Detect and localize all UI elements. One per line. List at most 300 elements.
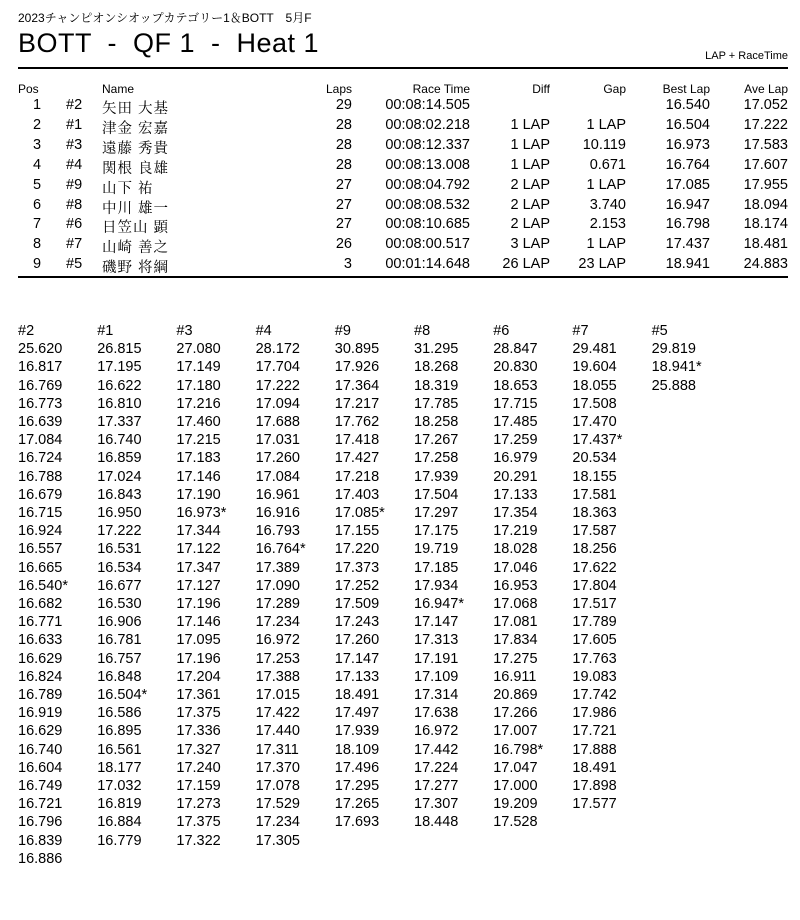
- lap-time: 16.789: [18, 687, 63, 704]
- lap-time: 16.886: [18, 850, 63, 867]
- race-time-cell: 00:08:08.532: [385, 196, 470, 213]
- lap-column-header: #7: [572, 323, 589, 339]
- ave-lap-cell: 24.883: [743, 256, 788, 273]
- lap-time: 17.693: [334, 814, 380, 831]
- lap-time: 16.884: [97, 814, 142, 831]
- laps-count-cell: 28: [335, 116, 352, 133]
- lap-time: 17.762: [334, 414, 380, 430]
- gap-cell: 10.119: [582, 136, 626, 153]
- lap-time: 17.240: [176, 759, 221, 776]
- lap-time: 17.440: [255, 723, 300, 740]
- lap-time: 16.504*: [97, 687, 148, 704]
- lap-time: 18.258: [414, 414, 459, 430]
- lap-time: 17.195: [97, 359, 142, 376]
- lap-time: 17.504: [414, 486, 459, 503]
- lap-time: 17.149: [176, 359, 221, 376]
- lap-time: 16.810: [97, 395, 142, 412]
- lap-time: 17.497: [334, 705, 380, 722]
- col-gap-header: Gap: [603, 82, 626, 96]
- lap-time: 17.095: [176, 632, 221, 649]
- position-cell: 2: [32, 116, 42, 133]
- lap-time: 20.830: [493, 359, 538, 376]
- race-time-cell: 00:01:14.648: [385, 256, 470, 273]
- lap-column-header: #3: [176, 323, 193, 339]
- lap-time: 18.491: [334, 687, 380, 704]
- lap-time: 17.529: [255, 796, 300, 813]
- lap-time: 16.530: [97, 596, 142, 613]
- lap-time: 17.218: [334, 468, 380, 485]
- results-divider: [18, 276, 788, 278]
- lap-time: 16.906: [97, 614, 142, 631]
- position-cell: 9: [32, 256, 42, 273]
- kart-number-cell: #3: [66, 136, 83, 153]
- lap-column-header: #2: [18, 323, 35, 339]
- lap-time: 17.084: [18, 432, 63, 449]
- lap-time: 18.055: [572, 377, 617, 394]
- race-time-cell: 00:08:12.337: [385, 136, 470, 153]
- diff-cell: 26 LAP: [502, 256, 550, 273]
- lap-time: 16.895: [97, 723, 142, 740]
- lap-time: 18.256: [572, 541, 617, 558]
- diff-cell: 1 LAP: [510, 156, 550, 173]
- col-laps-header: Laps: [325, 82, 352, 96]
- lap-column-header: #8: [414, 323, 431, 339]
- gap-cell: 1 LAP: [586, 236, 626, 253]
- lap-time: 17.926: [334, 359, 380, 376]
- lap-time: 16.859: [97, 450, 142, 467]
- lap-time: 17.370: [255, 759, 300, 776]
- lap-time: 17.196: [176, 596, 221, 613]
- lap-time: 16.979: [493, 450, 538, 467]
- lap-time: 18.448: [414, 814, 459, 831]
- lap-time: 25.888: [651, 377, 696, 394]
- lap-time: 16.622: [97, 377, 142, 394]
- lap-time: 19.604: [572, 359, 617, 376]
- lap-time: 17.785: [414, 395, 459, 412]
- result-row: [0, 97, 800, 117]
- lap-time: 16.639: [18, 414, 63, 430]
- lap-time: 17.347: [176, 559, 221, 576]
- laps-count-cell: 28: [335, 156, 352, 173]
- lap-time: 17.422: [255, 705, 300, 722]
- position-cell: 3: [32, 136, 42, 153]
- col-diff-header: Diff: [532, 82, 550, 96]
- lap-time: 17.259: [493, 432, 538, 449]
- driver-name-cell: 矢田 大基: [102, 101, 170, 117]
- lap-time: 17.219: [493, 523, 538, 540]
- lap-time: 16.629: [18, 723, 63, 740]
- lap-time: 16.740: [97, 432, 142, 449]
- lap-column-header: #1: [97, 323, 114, 339]
- lap-time: 20.534: [572, 450, 617, 467]
- lap-time: 17.159: [176, 778, 221, 795]
- lap-time: 18.268: [414, 359, 459, 376]
- lap-time: 17.437*: [572, 432, 623, 449]
- lap-time: 17.388: [255, 668, 300, 685]
- lap-time: 18.653: [493, 377, 538, 394]
- lap-time: 19.719: [414, 541, 459, 558]
- lap-time: 17.253: [255, 650, 300, 667]
- subtitle: 2023チャンピオンシオップカテゴリー1＆BOTT 5月F: [18, 11, 312, 25]
- lap-time: 17.127: [176, 577, 221, 594]
- ave-lap-cell: 18.481: [743, 236, 788, 253]
- lap-time: 16.972: [414, 723, 459, 740]
- lap-time: 17.000: [493, 778, 538, 795]
- lap-time: 17.215: [176, 432, 221, 449]
- col-ave-lap-header: Ave Lap: [744, 82, 788, 96]
- diff-cell: 1 LAP: [510, 136, 550, 153]
- lap-time: 16.633: [18, 632, 63, 649]
- lap-time: 17.260: [334, 632, 380, 649]
- best-lap-cell: 17.085: [665, 176, 710, 193]
- race-time-cell: 00:08:10.685: [385, 216, 470, 233]
- ave-lap-cell: 18.174: [743, 216, 788, 233]
- lap-time: 17.031: [255, 432, 300, 449]
- lap-time: 16.771: [18, 614, 63, 631]
- lap-time: 16.531: [97, 541, 142, 558]
- lap-time: 17.344: [176, 523, 221, 540]
- lap-time: 17.155: [334, 523, 380, 540]
- lap-time: 16.682: [18, 596, 63, 613]
- col-pos-header: Pos: [18, 82, 39, 96]
- lap-time: 26.815: [97, 341, 142, 358]
- lap-time: 17.175: [414, 523, 459, 540]
- laps-count-cell: 28: [335, 136, 352, 153]
- lap-time: 17.196: [176, 650, 221, 667]
- lap-time: 17.094: [255, 395, 300, 412]
- lap-time: 17.375: [176, 814, 221, 831]
- lap-time: 16.721: [18, 796, 63, 813]
- lap-column: [256, 322, 334, 850]
- lap-time: 17.311: [255, 741, 299, 758]
- lap-time: 17.307: [414, 796, 459, 813]
- lap-time: 17.327: [176, 741, 221, 758]
- driver-name-cell: 山下 祐: [102, 180, 154, 197]
- kart-number-cell: #2: [66, 97, 83, 113]
- kart-number-cell: #4: [66, 156, 83, 173]
- lap-time: 17.721: [572, 723, 617, 740]
- lap-time: 17.122: [176, 541, 221, 558]
- lap-time: 18.155: [572, 468, 617, 485]
- lap-time: 17.577: [572, 796, 617, 813]
- lap-time: 19.083: [572, 668, 617, 685]
- lap-time: 17.267: [414, 432, 459, 449]
- lap-column: [97, 322, 175, 850]
- lap-time: 16.919: [18, 705, 63, 722]
- lap-time: 17.313: [414, 632, 459, 649]
- lap-time: 17.804: [572, 577, 617, 594]
- ave-lap-cell: 18.094: [743, 196, 788, 213]
- lap-time: 16.604: [18, 759, 63, 776]
- lap-column: [414, 322, 492, 832]
- lap-time: 17.090: [255, 577, 300, 594]
- laps-count-cell: 29: [335, 97, 352, 113]
- kart-number-cell: #1: [66, 116, 83, 133]
- lap-time: 17.289: [255, 596, 300, 613]
- lap-time: 16.793: [255, 523, 300, 540]
- lap-time: 17.015: [255, 687, 300, 704]
- lap-time: 17.146: [176, 468, 221, 485]
- lap-time: 17.222: [97, 523, 142, 540]
- lap-time: 16.561: [97, 741, 142, 758]
- lap-time: 17.243: [334, 614, 380, 631]
- lap-time: 16.950: [97, 505, 142, 522]
- driver-name-cell: 関根 良雄: [102, 160, 170, 177]
- diff-cell: 3 LAP: [510, 236, 550, 253]
- lap-time: 17.373: [334, 559, 380, 576]
- lap-time: 17.109: [414, 668, 459, 685]
- gap-cell: 1 LAP: [586, 176, 626, 193]
- lap-time: 16.677: [97, 577, 142, 594]
- lap-time: 17.939: [414, 468, 459, 485]
- lap-time: 16.769: [18, 377, 63, 394]
- lap-time: 16.947*: [414, 596, 464, 613]
- lap-column-header: #9: [334, 323, 351, 339]
- lap-column-header: #6: [493, 323, 510, 339]
- lap-time: 17.260: [255, 450, 300, 467]
- lap-time: 29.819: [651, 341, 696, 358]
- lap-time: 17.715: [493, 395, 538, 412]
- lap-time: 18.941*: [651, 359, 702, 376]
- lap-column: [335, 322, 413, 832]
- lap-time: 17.133: [493, 486, 538, 503]
- lap-time: 17.007: [493, 723, 538, 740]
- lap-time: 18.491: [572, 759, 617, 776]
- lap-time: 16.757: [97, 650, 142, 667]
- lap-time: 16.824: [18, 668, 63, 685]
- lap-time: 16.843: [97, 486, 142, 503]
- lap-column: [493, 322, 571, 832]
- lap-time: 17.085*: [334, 505, 385, 522]
- result-row: [0, 177, 800, 197]
- lap-time: 18.363: [572, 505, 617, 522]
- position-cell: 4: [32, 156, 42, 173]
- best-lap-cell: 16.798: [665, 216, 710, 233]
- lap-time: 16.764*: [255, 541, 306, 558]
- lap-time: 17.191: [414, 650, 459, 667]
- lap-time: 17.047: [493, 759, 538, 776]
- lap-time: 16.781: [97, 632, 142, 649]
- lap-time: 17.337: [97, 414, 142, 430]
- col-race-time-header: Race Time: [412, 82, 470, 96]
- gap-cell: 2.153: [589, 216, 626, 233]
- lap-time: 16.679: [18, 486, 63, 503]
- lap-time: 16.773: [18, 395, 63, 412]
- lap-time: 17.234: [255, 614, 300, 631]
- diff-cell: 1 LAP: [510, 116, 550, 133]
- lap-time: 16.665: [18, 559, 63, 576]
- lap-time: 16.586: [97, 705, 142, 722]
- driver-name-cell: 津金 宏嘉: [102, 120, 170, 137]
- ave-lap-cell: 17.955: [743, 176, 788, 193]
- lap-time: 17.266: [493, 705, 538, 722]
- driver-name-cell: 日笠山 顕: [102, 220, 170, 237]
- lap-time: 17.305: [255, 832, 300, 849]
- lap-time: 17.275: [493, 650, 538, 667]
- result-row: [0, 236, 800, 256]
- lap-time: 17.277: [414, 778, 459, 795]
- result-row: [0, 117, 800, 137]
- lap-time: 17.185: [414, 559, 459, 576]
- lap-time: 17.046: [493, 559, 538, 576]
- lap-time: 17.297: [414, 505, 459, 522]
- lap-time: 16.961: [255, 486, 300, 503]
- best-lap-cell: 16.973: [665, 136, 710, 153]
- lap-time: 17.183: [176, 450, 221, 467]
- lap-time: 16.839: [18, 832, 63, 849]
- lap-time: 17.133: [334, 668, 380, 685]
- laps-count-cell: 27: [335, 216, 352, 233]
- gap-cell: 3.740: [589, 196, 626, 213]
- lap-time: 17.622: [572, 559, 617, 576]
- result-row: [0, 197, 800, 217]
- ave-lap-cell: 17.583: [743, 136, 788, 153]
- lap-time: 17.496: [334, 759, 380, 776]
- lap-time: 17.509: [334, 596, 380, 613]
- lap-time: 17.517: [572, 596, 617, 613]
- result-row: [0, 256, 800, 276]
- lap-time: 17.605: [572, 632, 617, 649]
- lap-column: [572, 322, 650, 813]
- kart-number-cell: #9: [66, 176, 83, 193]
- lap-time: 17.314: [414, 687, 459, 704]
- lap-time: 16.749: [18, 778, 63, 795]
- lap-time: 17.581: [572, 486, 617, 503]
- race-time-cell: 00:08:02.218: [385, 116, 470, 133]
- lap-time: 17.898: [572, 778, 617, 795]
- lap-time: 17.389: [255, 559, 300, 576]
- gap-cell: 0.671: [589, 156, 626, 173]
- race-time-cell: 00:08:00.517: [385, 236, 470, 253]
- position-cell: 8: [32, 236, 42, 253]
- lap-column: [18, 322, 96, 868]
- position-cell: 7: [32, 216, 42, 233]
- diff-cell: 2 LAP: [510, 176, 550, 193]
- driver-name-cell: 山崎 善之: [102, 240, 170, 257]
- lap-time: 17.146: [176, 614, 221, 631]
- result-row: [0, 216, 800, 236]
- header-divider: [18, 67, 788, 69]
- lap-time: 17.364: [334, 377, 380, 394]
- lap-time: 18.028: [493, 541, 538, 558]
- lap-time: 16.788: [18, 468, 63, 485]
- lap-time: 27.080: [176, 341, 221, 358]
- lap-time: 16.715: [18, 505, 63, 522]
- report-mode-label: LAP + RaceTime: [705, 50, 788, 62]
- race-time-cell: 00:08:13.008: [385, 156, 470, 173]
- lap-time: 16.924: [18, 523, 63, 540]
- lap-time: 16.629: [18, 650, 63, 667]
- lap-time: 17.222: [255, 377, 300, 394]
- lap-time: 16.798*: [493, 741, 544, 758]
- diff-cell: 2 LAP: [510, 216, 550, 233]
- lap-column: [652, 322, 730, 395]
- driver-name-cell: 磯野 将綱: [102, 260, 170, 277]
- gap-cell: 1 LAP: [586, 116, 626, 133]
- lap-time: 17.986: [572, 705, 617, 722]
- diff-cell: 2 LAP: [510, 196, 550, 213]
- lap-time: 17.216: [176, 395, 221, 412]
- lap-time: 17.354: [493, 505, 538, 522]
- lap-time: 18.109: [334, 741, 380, 758]
- lap-time: 16.819: [97, 796, 142, 813]
- lap-time: 16.972: [255, 632, 300, 649]
- race-time-cell: 00:08:14.505: [385, 97, 470, 113]
- lap-time: 28.172: [255, 341, 300, 358]
- driver-name-cell: 中川 雄一: [102, 200, 170, 217]
- lap-time: 20.869: [493, 687, 538, 704]
- lap-column-header: #4: [255, 323, 272, 339]
- lap-time: 17.485: [493, 414, 538, 430]
- lap-time: 17.789: [572, 614, 617, 631]
- lap-time: 18.319: [414, 377, 459, 394]
- position-cell: 6: [32, 196, 42, 213]
- lap-time: 17.934: [414, 577, 459, 594]
- kart-number-cell: #5: [66, 256, 83, 273]
- lap-time: 17.460: [176, 414, 221, 430]
- lap-time: 17.704: [255, 359, 300, 376]
- best-lap-cell: 16.764: [665, 156, 710, 173]
- lap-time: 17.204: [176, 668, 221, 685]
- lap-time: 17.147: [334, 650, 380, 667]
- lap-time: 17.688: [255, 414, 300, 430]
- lap-time: 18.177: [97, 759, 142, 776]
- lap-time: 17.265: [334, 796, 380, 813]
- lap-time: 17.939: [334, 723, 380, 740]
- lap-time: 17.528: [493, 814, 538, 831]
- lap-time: 17.224: [414, 759, 459, 776]
- lap-time: 19.209: [493, 796, 538, 813]
- lap-time: 16.848: [97, 668, 142, 685]
- lap-time: 16.724: [18, 450, 63, 467]
- laps-count-cell: 26: [335, 236, 352, 253]
- driver-name-cell: 遠藤 秀貴: [102, 140, 170, 157]
- lap-time: 17.078: [255, 778, 300, 795]
- lap-time: 16.953: [493, 577, 538, 594]
- lap-time: 17.068: [493, 596, 538, 613]
- lap-time: 29.481: [572, 341, 617, 358]
- best-lap-cell: 16.540: [665, 97, 710, 113]
- lap-time: 16.911: [493, 668, 537, 685]
- lap-time: 17.217: [334, 395, 380, 412]
- results-header: [0, 82, 800, 96]
- lap-time: 17.638: [414, 705, 459, 722]
- lap-time: 17.375: [176, 705, 221, 722]
- lap-column-header: #5: [651, 323, 668, 339]
- kart-number-cell: #7: [66, 236, 83, 253]
- lap-time: 17.763: [572, 650, 617, 667]
- lap-time: 16.973*: [176, 505, 227, 522]
- lap-time: 17.295: [334, 778, 380, 795]
- lap-time: 17.258: [414, 450, 459, 467]
- page-title: BOTT - QF 1 - Heat 1: [18, 28, 320, 58]
- kart-number-cell: #8: [66, 196, 83, 213]
- lap-time: 25.620: [18, 341, 63, 358]
- lap-column: [176, 322, 254, 850]
- lap-time: 16.796: [18, 814, 63, 831]
- lap-time: 20.291: [493, 468, 538, 485]
- race-time-cell: 00:08:04.792: [385, 176, 470, 193]
- best-lap-cell: 16.947: [665, 196, 710, 213]
- lap-time: 31.295: [414, 341, 459, 358]
- lap-time: 16.540*: [18, 577, 68, 594]
- position-cell: 1: [32, 97, 42, 113]
- lap-time: 17.427: [334, 450, 380, 467]
- col-best-lap-header: Best Lap: [662, 82, 710, 96]
- lap-time: 17.220: [334, 541, 380, 558]
- lap-time: 17.322: [176, 832, 221, 849]
- lap-time: 16.557: [18, 541, 63, 558]
